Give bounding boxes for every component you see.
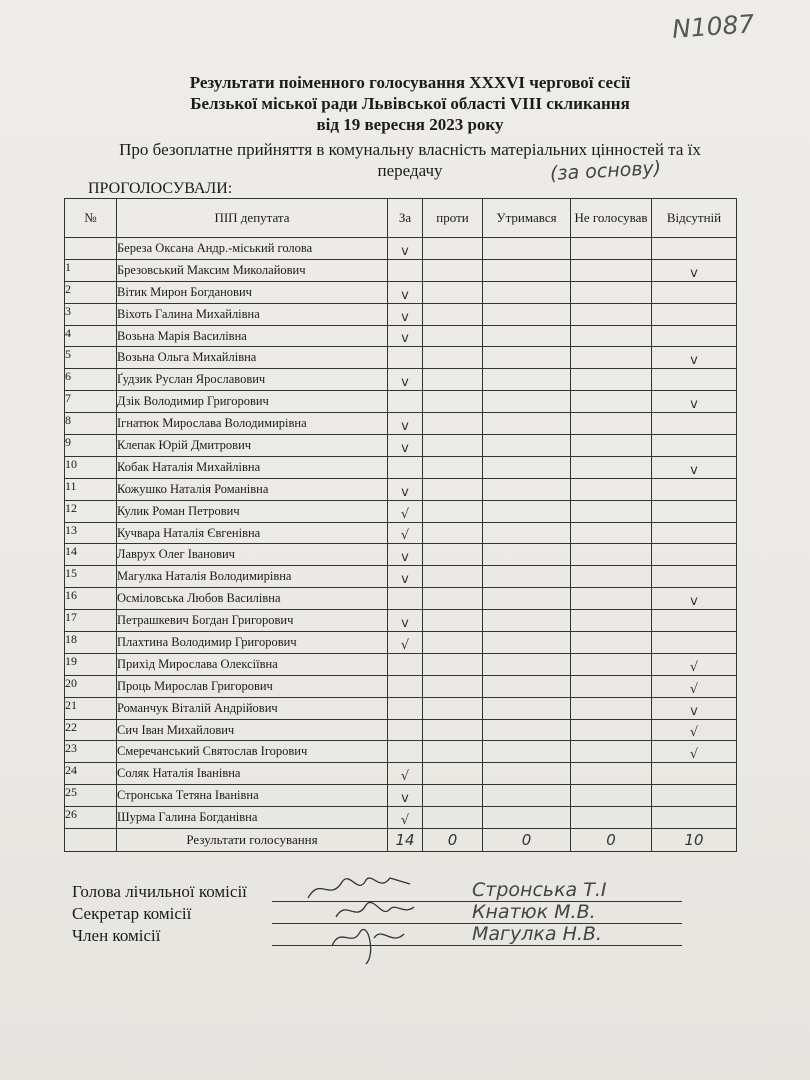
row-number: 6 [65,369,117,391]
mark-for: v [388,435,423,457]
mark-abstained [483,500,571,522]
mark-against [423,675,483,697]
total-not-voted: 0 [571,829,652,852]
mark-not-voted [571,719,652,741]
deputy-name: Соляк Наталія Іванівна [117,763,388,785]
table-row [65,325,737,347]
mark-for [388,588,423,610]
mark-not-voted [571,435,652,457]
mark-absent [652,522,737,544]
col-header-number: № [65,199,117,238]
member-title: Член комісії [72,926,161,945]
table-row [65,435,737,457]
total-absent: 10 [652,829,737,852]
deputy-name: Возьна Марія Василівна [117,325,388,347]
mark-for: v [388,544,423,566]
member-signature-scribble [322,918,412,968]
chair-title: Голова лічильної комісії [72,882,247,901]
mark-against [423,413,483,435]
mark-abstained [483,369,571,391]
mark-abstained [483,347,571,369]
table-row [65,456,737,478]
mark-against [423,238,483,260]
table-row [65,741,737,763]
mark-not-voted [571,675,652,697]
deputy-name: Шурма Галина Богданівна [117,807,388,829]
mark-absent [652,632,737,654]
table-row [65,522,737,544]
mark-against [423,610,483,632]
mark-absent: v [652,259,737,281]
mark-absent: √ [652,675,737,697]
chair-name: Стронська Т.І [472,879,682,902]
row-number: 3 [65,303,117,325]
mark-for [388,697,423,719]
table-row [65,347,737,369]
mark-for: √ [388,763,423,785]
mark-abstained [483,588,571,610]
mark-against [423,500,483,522]
mark-for: v [388,566,423,588]
mark-absent: √ [652,653,737,675]
mark-not-voted [571,369,652,391]
mark-not-voted [571,632,652,654]
mark-for [388,347,423,369]
mark-absent: v [652,588,737,610]
deputy-name: Дзік Володимир Григорович [117,391,388,413]
mark-against [423,456,483,478]
mark-for: v [388,369,423,391]
mark-not-voted [571,347,652,369]
mark-against [423,719,483,741]
mark-abstained [483,632,571,654]
mark-absent [652,435,737,457]
mark-for: √ [388,632,423,654]
table-row [65,697,737,719]
table-row [65,610,737,632]
mark-absent [652,566,737,588]
row-number: 13 [65,522,117,544]
col-header-name: ПІП депутата [117,199,388,238]
mark-not-voted [571,500,652,522]
mark-against [423,544,483,566]
mark-absent [652,763,737,785]
deputy-name: Романчук Віталій Андрійович [117,697,388,719]
deputy-name: Проць Мирослав Григорович [117,675,388,697]
mark-for [388,675,423,697]
mark-for: v [388,478,423,500]
mark-for: v [388,785,423,807]
row-number: 22 [65,719,117,741]
mark-for [388,653,423,675]
mark-for: √ [388,522,423,544]
results-row [65,829,737,852]
mark-not-voted [571,478,652,500]
mark-absent: √ [652,741,737,763]
mark-abstained [483,281,571,303]
secretary-name: Кнатюк М.В. [472,901,682,924]
mark-absent: v [652,456,737,478]
votes-table [64,198,737,852]
mark-against [423,435,483,457]
mark-not-voted [571,391,652,413]
mark-abstained [483,785,571,807]
deputy-name: Лаврух Олег Іванович [117,544,388,566]
mark-against [423,653,483,675]
mark-not-voted [571,807,652,829]
mark-absent [652,478,737,500]
table-row [65,500,737,522]
mark-abstained [483,566,571,588]
deputy-name: Ігнатюк Мирослава Володимирівна [117,413,388,435]
mark-for: v [388,238,423,260]
mark-absent [652,610,737,632]
col-header-for: За [388,199,423,238]
deputy-name: Береза Оксана Андр.-міський голова [117,238,388,260]
table-row [65,259,737,281]
deputy-name: Брезовський Максим Миколайович [117,259,388,281]
table-row [65,632,737,654]
table-row [65,807,737,829]
mark-for [388,719,423,741]
mark-abstained [483,675,571,697]
table-header-row [65,199,737,238]
deputy-name: Кобак Наталія Михайлівна [117,456,388,478]
table-row [65,478,737,500]
mark-absent [652,281,737,303]
mark-for [388,391,423,413]
mark-for: v [388,325,423,347]
table-row [65,413,737,435]
mark-absent [652,544,737,566]
table-row [65,391,737,413]
deputy-name: Ґудзик Руслан Ярославович [117,369,388,391]
col-header-against: проти [423,199,483,238]
row-number: 21 [65,697,117,719]
mark-not-voted [571,238,652,260]
table-row [65,588,737,610]
mark-against [423,347,483,369]
mark-not-voted [571,325,652,347]
mark-abstained [483,478,571,500]
table-row [65,719,737,741]
table-row [65,238,737,260]
col-header-not-voted: Не голосував [571,199,652,238]
row-number: 8 [65,413,117,435]
row-number: 18 [65,632,117,654]
mark-absent [652,785,737,807]
mark-abstained [483,653,571,675]
mark-for: v [388,413,423,435]
row-number: 7 [65,391,117,413]
mark-abstained [483,544,571,566]
table-row [65,675,737,697]
mark-for [388,456,423,478]
mark-absent [652,500,737,522]
table-row [65,566,737,588]
mark-against [423,325,483,347]
row-number: 15 [65,566,117,588]
mark-abstained [483,741,571,763]
mark-not-voted [571,303,652,325]
mark-for: √ [388,807,423,829]
mark-not-voted [571,522,652,544]
mark-absent [652,369,737,391]
mark-not-voted [571,588,652,610]
table-row [65,763,737,785]
mark-for [388,259,423,281]
mark-abstained [483,238,571,260]
mark-against [423,281,483,303]
deputy-name: Клепак Юрій Дмитрович [117,435,388,457]
table-row [65,369,737,391]
mark-against [423,259,483,281]
mark-against [423,566,483,588]
mark-not-voted [571,544,652,566]
mark-absent [652,303,737,325]
row-number [65,238,117,260]
heading-line-2: Белзької міської ради Львівської області VIII скликання [190,94,630,113]
row-number: 25 [65,785,117,807]
deputy-name: Вітик Мирон Богданович [117,281,388,303]
col-header-abstained: Утримався [483,199,571,238]
row-number: 23 [65,741,117,763]
mark-not-voted [571,763,652,785]
mark-abstained [483,697,571,719]
deputy-name: Кожушко Наталія Романівна [117,478,388,500]
mark-against [423,763,483,785]
mark-absent: v [652,697,737,719]
mark-abstained [483,719,571,741]
mark-against [423,632,483,654]
mark-against [423,391,483,413]
mark-abstained [483,435,571,457]
results-label: Результати голосування [117,829,388,852]
secretary-title: Секретар комісії [72,904,192,923]
row-number: 17 [65,610,117,632]
mark-not-voted [571,413,652,435]
mark-absent [652,807,737,829]
row-number: 12 [65,500,117,522]
mark-for [388,741,423,763]
mark-against [423,588,483,610]
deputy-name: Сич Іван Михайлович [117,719,388,741]
row-number: 19 [65,653,117,675]
row-number: 14 [65,544,117,566]
mark-against [423,303,483,325]
mark-not-voted [571,785,652,807]
mark-against [423,741,483,763]
deputy-name: Смеречанський Святослав Ігорович [117,741,388,763]
table-row [65,303,737,325]
total-abstained: 0 [483,829,571,852]
vote-rows [65,238,737,829]
deputy-name: Петрашкевич Богдан Григорович [117,610,388,632]
deputy-name: Кулик Роман Петрович [117,500,388,522]
deputy-name: Кучвара Наталія Євгенівна [117,522,388,544]
mark-abstained [483,259,571,281]
mark-abstained [483,522,571,544]
mark-abstained [483,325,571,347]
table-row [65,785,737,807]
mark-abstained [483,807,571,829]
mark-absent: v [652,391,737,413]
voted-label: ПРОГОЛОСУВАЛИ: [88,180,233,197]
mark-not-voted [571,281,652,303]
mark-abstained [483,610,571,632]
mark-against [423,478,483,500]
mark-not-voted [571,259,652,281]
deputy-name: Возьна Ольга Михайлівна [117,347,388,369]
mark-for: √ [388,500,423,522]
mark-not-voted [571,610,652,632]
row-number: 26 [65,807,117,829]
mark-against [423,807,483,829]
mark-abstained [483,413,571,435]
deputy-name: Магулка Наталія Володимирівна [117,566,388,588]
table-row [65,544,737,566]
mark-abstained [483,456,571,478]
mark-abstained [483,763,571,785]
mark-absent [652,238,737,260]
subject-line-2: передачу [377,161,443,180]
row-number: 5 [65,347,117,369]
row-number: 10 [65,456,117,478]
mark-for: v [388,610,423,632]
mark-against [423,697,483,719]
mark-against [423,369,483,391]
row-number: 1 [65,259,117,281]
mark-absent: v [652,347,737,369]
total-against: 0 [423,829,483,852]
mark-not-voted [571,566,652,588]
deputy-name: Стронська Тетяна Іванівна [117,785,388,807]
table-row [65,653,737,675]
row-number: 20 [65,675,117,697]
heading-line-3: від 19 вересня 2023 року [316,115,504,134]
mark-not-voted [571,697,652,719]
row-number: 16 [65,588,117,610]
mark-absent: √ [652,719,737,741]
mark-not-voted [571,456,652,478]
document-heading [60,72,760,135]
deputy-name: Осміловська Любов Василівна [117,588,388,610]
mark-against [423,785,483,807]
deputy-name: Плахтина Володимир Григорович [117,632,388,654]
col-header-absent: Відсутній [652,199,737,238]
results-empty-cell [65,829,117,852]
mark-abstained [483,391,571,413]
mark-absent [652,325,737,347]
row-number: 11 [65,478,117,500]
heading-line-1: Результати поіменного голосування XXXVI чергової сесії [189,73,631,92]
mark-for: v [388,303,423,325]
mark-not-voted [571,741,652,763]
mark-absent [652,413,737,435]
member-name: Магулка Н.В. [472,923,682,946]
row-number: 24 [65,763,117,785]
subject-line-1: Про безоплатне прийняття в комунальну власність матеріальних цінностей та їх [119,140,701,159]
total-for: 14 [388,829,423,852]
handwritten-page-number: N1087 [671,9,756,44]
mark-for: v [388,281,423,303]
table-row [65,281,737,303]
row-number: 9 [65,435,117,457]
handwritten-note: (за основу) [549,157,662,185]
row-number: 4 [65,325,117,347]
deputy-name: Віхоть Галина Михайлівна [117,303,388,325]
mark-not-voted [571,653,652,675]
row-number: 2 [65,281,117,303]
mark-abstained [483,303,571,325]
deputy-name: Прихід Мирослава Олексіївна [117,653,388,675]
mark-against [423,522,483,544]
